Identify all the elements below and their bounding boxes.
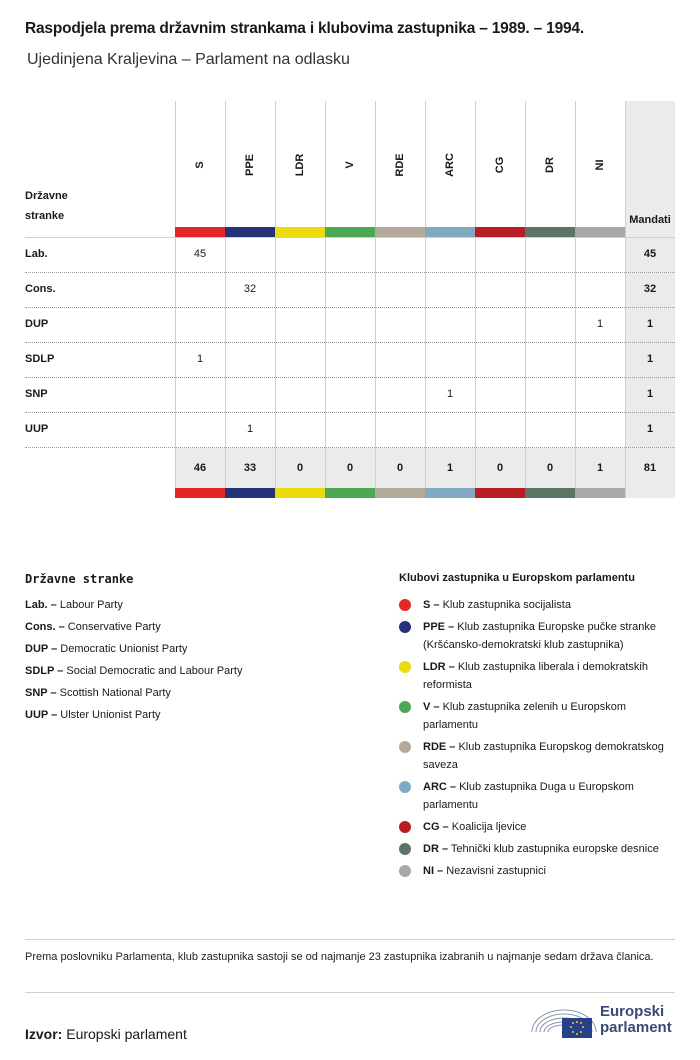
club-color-bar [525, 488, 575, 498]
club-header-label: DR [544, 157, 556, 173]
table-cell [275, 272, 325, 307]
table-cell [225, 377, 275, 412]
footnote: Prema poslovniku Parlamenta, klub zastupnika sastoji se od najmanje 23 zastupnika izabranih u najmanje sedam država članica. [25, 951, 654, 963]
row-party-label: UUP [25, 423, 49, 435]
club-name: Klub zastupnika Europske pučke stranke (Kršćansko-demokratski klub zastupnika) [423, 621, 656, 651]
club-color-bar [275, 488, 325, 498]
table-cell [425, 237, 475, 272]
club-color-bar [175, 227, 225, 237]
table-cell [525, 237, 575, 272]
party-name: Ulster Unionist Party [60, 709, 161, 721]
table-cell: 1 [446, 388, 454, 400]
party-name: Social Democratic and Labour Party [66, 665, 243, 677]
table-cell [525, 342, 575, 377]
club-code: NI – [423, 865, 444, 877]
column-total: 1 [446, 462, 454, 474]
table-cell [475, 237, 525, 272]
club-header [225, 101, 275, 227]
club-code: DR – [423, 843, 449, 855]
party-legend-title: Državne stranke [25, 572, 134, 586]
club-color-bar [275, 227, 325, 237]
club-header-label: LDR [294, 153, 306, 177]
table-cell [375, 307, 425, 342]
source [25, 1026, 187, 1042]
table-cell [525, 377, 575, 412]
club-legend-item [399, 738, 684, 774]
table-cell [575, 377, 625, 412]
club-color-bar [375, 227, 425, 237]
club-header [425, 101, 475, 227]
table-cell [175, 377, 225, 412]
club-legend-title: Klubovi zastupnika u Europskom parlamentu [399, 572, 635, 584]
club-color-bar [425, 488, 475, 498]
table-cell [575, 412, 625, 447]
club-code: ARC – [423, 781, 457, 793]
club-color-bar [475, 227, 525, 237]
table-cell [325, 237, 375, 272]
row-header [25, 186, 68, 226]
column-total: 46 [193, 462, 207, 474]
club-header [475, 101, 525, 227]
table-cell [425, 412, 475, 447]
club-color-bar [475, 488, 525, 498]
logo-text [600, 1004, 672, 1036]
party-code: SNP – [25, 687, 57, 699]
table-cell [275, 342, 325, 377]
divider [25, 992, 675, 993]
party-code: UUP – [25, 709, 58, 721]
table-cell [275, 307, 325, 342]
club-color-bar [575, 488, 625, 498]
club-color-bar [225, 488, 275, 498]
club-header-label: S [194, 161, 206, 169]
column-total: 0 [296, 462, 304, 474]
club-legend-item [399, 862, 684, 880]
club-color-dot-icon [399, 701, 411, 713]
club-color-bar [325, 488, 375, 498]
club-color-dot-icon [399, 661, 411, 673]
row-total: 32 [643, 283, 657, 295]
source-label: Izvor: [25, 1026, 63, 1042]
party-name: Labour Party [59, 599, 123, 611]
club-name: Klub zastupnika Europskog demokratskog saveza [423, 741, 664, 771]
club-color-bar [375, 488, 425, 498]
club-name: Nezavisni zastupnici [446, 865, 546, 877]
party-legend [25, 596, 365, 728]
club-code: V – [423, 701, 440, 713]
table-cell [225, 342, 275, 377]
row-party-label: Cons. [25, 283, 56, 295]
row-total: 1 [646, 423, 654, 435]
club-header [275, 101, 325, 227]
party-legend-item [25, 640, 365, 662]
logo-line2: parlament [600, 1019, 672, 1036]
club-legend-item [399, 618, 684, 654]
club-legend-item [399, 778, 684, 814]
table-cell [225, 237, 275, 272]
table-cell [325, 412, 375, 447]
club-legend [399, 596, 684, 884]
row-total: 1 [646, 318, 654, 330]
table-cell [375, 412, 425, 447]
page-subtitle: Ujedinjena Kraljevina – Parlament na odlasku [27, 51, 350, 68]
table-cell [325, 342, 375, 377]
club-header [375, 101, 425, 227]
club-code: S – [423, 599, 440, 611]
club-header-label: PPE [244, 153, 256, 177]
club-color-dot-icon [399, 843, 411, 855]
club-color-dot-icon [399, 741, 411, 753]
party-code: SDLP – [25, 665, 64, 677]
table-cell [325, 272, 375, 307]
table-cell [525, 272, 575, 307]
table-cell [475, 412, 525, 447]
party-code: DUP – [25, 643, 58, 655]
party-code: Cons. – [25, 621, 65, 633]
club-code: LDR – [423, 661, 455, 673]
club-color-bar [425, 227, 475, 237]
table-cell [175, 272, 225, 307]
table-cell [275, 377, 325, 412]
club-header-label: NI [594, 159, 606, 171]
row-party-label: DUP [25, 318, 49, 330]
table-cell [425, 342, 475, 377]
table-cell [225, 307, 275, 342]
divider [25, 939, 675, 940]
column-total: 0 [346, 462, 354, 474]
club-color-bar [325, 227, 375, 237]
club-legend-item [399, 596, 684, 614]
row-total: 45 [643, 248, 657, 260]
row-party-label: SDLP [25, 353, 55, 365]
column-total: 33 [243, 462, 257, 474]
club-code: CG – [423, 821, 449, 833]
total-header: Mandati [629, 214, 671, 226]
row-header-line1: Državne [25, 190, 68, 202]
club-name: Klub zastupnika zelenih u Europskom parlamentu [423, 701, 627, 731]
table-cell [425, 272, 475, 307]
row-total: 1 [646, 353, 654, 365]
table-cell [575, 342, 625, 377]
club-name: Tehnički klub zastupnika europske desnice [450, 843, 659, 855]
table-cell [575, 272, 625, 307]
distribution-table [25, 101, 675, 498]
party-legend-item [25, 618, 365, 640]
table-cell [325, 307, 375, 342]
party-legend-item [25, 684, 365, 706]
club-legend-item [399, 840, 684, 858]
column-total: 1 [596, 462, 604, 474]
table-cell [175, 412, 225, 447]
table-cell: 45 [193, 248, 207, 260]
club-name: Klub zastupnika socijalista [442, 599, 571, 611]
club-color-dot-icon [399, 599, 411, 611]
table-cell [575, 237, 625, 272]
table-cell [525, 412, 575, 447]
row-party-label: SNP [25, 388, 48, 400]
grand-total: 81 [643, 462, 657, 474]
club-header [575, 101, 625, 227]
club-color-bar [225, 227, 275, 237]
club-legend-item [399, 698, 684, 734]
column-total: 0 [546, 462, 554, 474]
table-cell [475, 272, 525, 307]
table-cell [325, 377, 375, 412]
club-legend-item [399, 818, 684, 836]
table-cell [475, 377, 525, 412]
club-name: Klub zastupnika liberala i demokratskih reformista [423, 661, 648, 691]
table-cell [175, 307, 225, 342]
table-cell [375, 342, 425, 377]
table-cell: 1 [596, 318, 604, 330]
club-header-label: RDE [394, 153, 406, 177]
row-total: 1 [646, 388, 654, 400]
table-cell: 32 [243, 283, 257, 295]
club-header-label: CG [494, 156, 506, 174]
party-name: Conservative Party [67, 621, 161, 633]
club-color-dot-icon [399, 621, 411, 633]
club-legend-item [399, 658, 684, 694]
club-color-dot-icon [399, 865, 411, 877]
page-title: Raspodjela prema državnim strankama i klubovima zastupnika – 1989. – 1994. [25, 20, 584, 37]
club-color-bar [175, 488, 225, 498]
table-cell: 1 [246, 423, 254, 435]
club-color-bar [575, 227, 625, 237]
table-cell [275, 412, 325, 447]
logo-line1: Europski [600, 1003, 665, 1020]
column-total: 0 [396, 462, 404, 474]
table-cell [525, 307, 575, 342]
table-cell [375, 237, 425, 272]
club-code: RDE – [423, 741, 456, 753]
club-color-dot-icon [399, 781, 411, 793]
club-header [325, 101, 375, 227]
table-cell [475, 307, 525, 342]
party-name: Scottish National Party [59, 687, 171, 699]
source-value: Europski parlament [62, 1026, 187, 1042]
table-cell [375, 377, 425, 412]
club-header [525, 101, 575, 227]
table-cell [425, 307, 475, 342]
party-legend-item [25, 596, 365, 618]
club-header [175, 101, 225, 227]
club-color-bar [525, 227, 575, 237]
table-cell [375, 272, 425, 307]
club-color-dot-icon [399, 821, 411, 833]
club-name: Koalicija ljevice [451, 821, 527, 833]
party-name: Democratic Unionist Party [60, 643, 188, 655]
club-name: Klub zastupnika Duga u Europskom parlamentu [423, 781, 634, 811]
column-total: 0 [496, 462, 504, 474]
table-cell: 1 [196, 353, 204, 365]
table-cell [475, 342, 525, 377]
row-header-line2: stranke [25, 210, 65, 222]
club-header-label: ARC [444, 153, 456, 177]
club-header-label: V [344, 161, 356, 169]
party-legend-item [25, 662, 365, 684]
table-cell [275, 237, 325, 272]
party-legend-item [25, 706, 365, 728]
party-code: Lab. – [25, 599, 57, 611]
club-code: PPE – [423, 621, 455, 633]
row-party-label: Lab. [25, 248, 48, 260]
